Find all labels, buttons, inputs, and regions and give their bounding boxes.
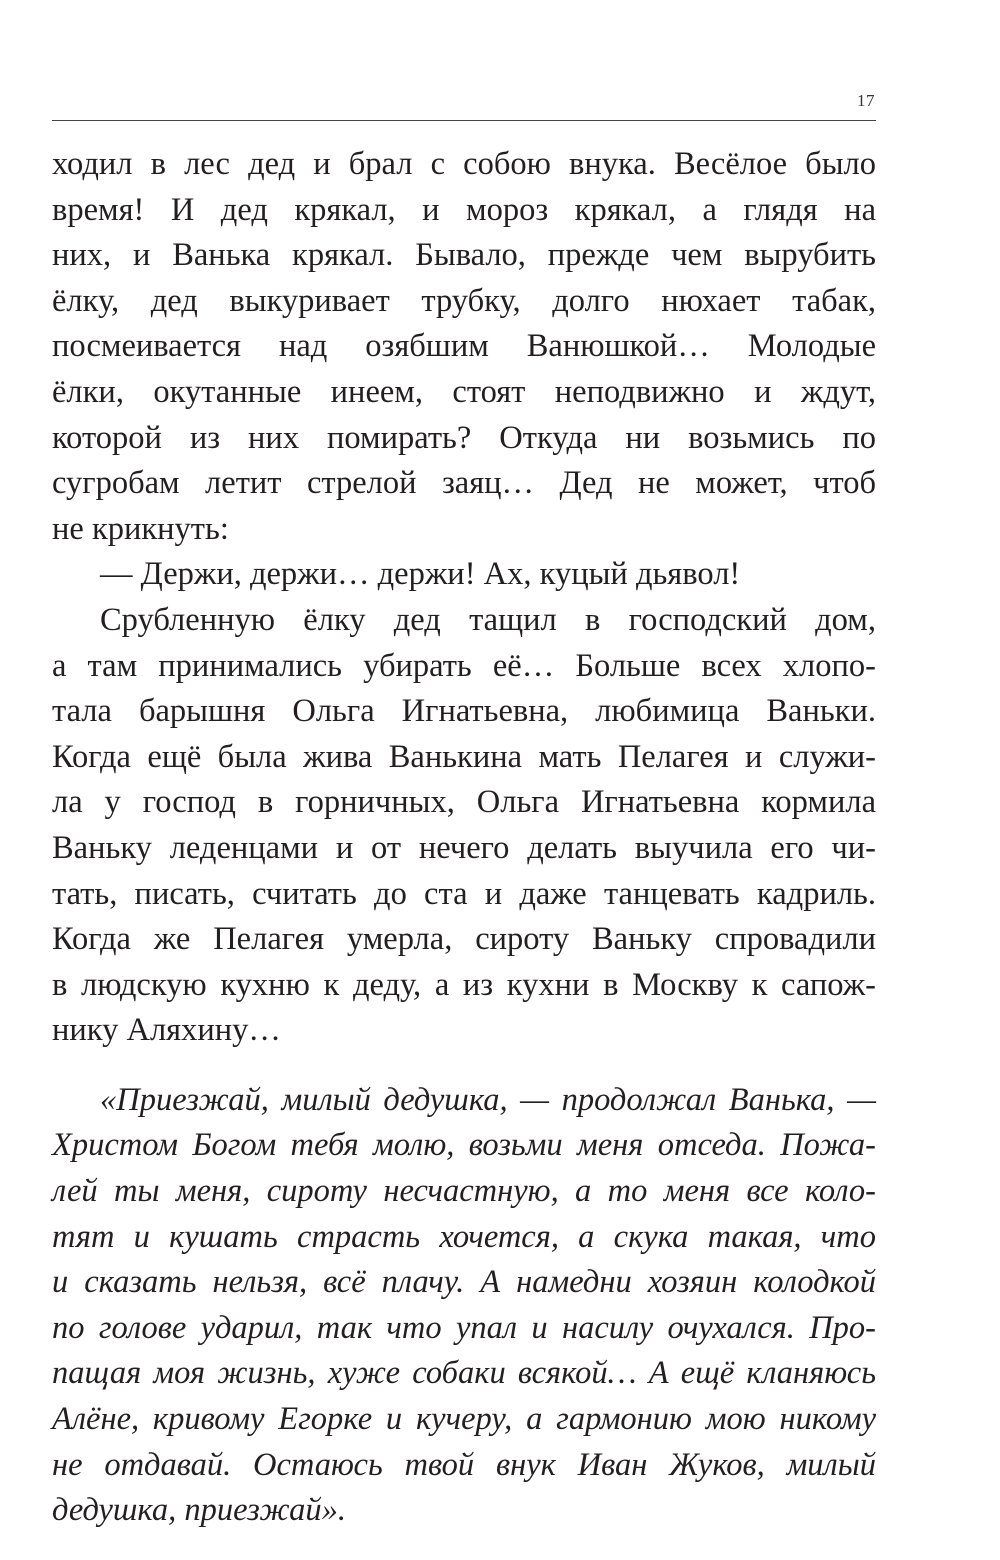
text-line: ла у господ в горничных, Ольга Игнатьевна кормила bbox=[52, 784, 876, 821]
letter-line: пащая моя жизнь, хуже собаки всякой… А ещё кланяюсь bbox=[52, 1355, 876, 1392]
text-line: — Держи, держи… держи! Ах, куцый дьявол! bbox=[100, 556, 741, 593]
header-rule bbox=[52, 120, 876, 121]
letter-line: тят и кушать страсть хочется, а скука такая, что bbox=[52, 1218, 876, 1255]
page-number: 17 bbox=[857, 91, 875, 110]
text-line: в людскую кухню к деду, а из кухни в Москву к сапож- bbox=[52, 966, 876, 1003]
letter-line: Алёне, кривому Егорке и кучеру, а гармонию мою никому bbox=[52, 1401, 876, 1438]
text-line: посмеивается над озябшим Ванюшкой… Молодые bbox=[52, 328, 876, 365]
letter-line: лей ты меня, сироту несчастную, а то меня все коло- bbox=[52, 1173, 876, 1210]
text-line: нику Аляхину… bbox=[52, 1012, 281, 1049]
paragraph-3 bbox=[52, 598, 876, 1054]
text-block bbox=[52, 142, 876, 1534]
text-line: ёлки, окутанные инеем, стоят неподвижно и ждут, bbox=[52, 373, 876, 410]
text-line: Срубленную ёлку дед тащил в господский дом, bbox=[100, 601, 876, 638]
text-line: них, и Ванька крякал. Бывало, прежде чем вырубить bbox=[52, 237, 876, 274]
letter-line: по голове ударил, так что упал и насилу очухался. Про- bbox=[52, 1309, 876, 1346]
section-gap bbox=[52, 1054, 876, 1078]
text-line: тать, писать, считать до ста и даже танцевать кадриль. bbox=[52, 875, 876, 912]
text-line: Когда же Пелагея умерла, сироту Ваньку спровадили bbox=[52, 921, 876, 958]
letter-paragraph bbox=[52, 1078, 876, 1534]
text-line: тала барышня Ольга Игнатьевна, любимица Ваньки. bbox=[52, 693, 876, 730]
text-line: время! И дед крякал, и мороз крякал, а глядя на bbox=[52, 191, 876, 228]
letter-line: Христом Богом тебя молю, возьми меня отседа. Пожа- bbox=[52, 1127, 876, 1164]
letter-line: и сказать нельзя, всё плачу. А намедни хозяин колодкой bbox=[52, 1264, 876, 1301]
text-line: ходил в лес дед и брал с собою внука. Весёлое было bbox=[52, 146, 876, 182]
text-line: Ваньку леденцами и от нечего делать выучила его чи- bbox=[52, 829, 876, 866]
paragraph-2-dialogue bbox=[52, 552, 876, 598]
text-line: Когда ещё была жива Ванькина мать Пелагея и служи- bbox=[52, 738, 876, 775]
paragraph-1 bbox=[52, 142, 876, 552]
text-line: а там принимались убирать её… Больше всех хлопо- bbox=[52, 647, 876, 684]
text-line: которой из них помирать? Откуда ни возьмись по bbox=[52, 419, 876, 456]
letter-line: не отдавай. Остаюсь твой внук Иван Жуков, милый bbox=[52, 1446, 876, 1483]
text-line: ёлку, дед выкуривает трубку, долго нюхает табак, bbox=[52, 282, 876, 319]
letter-line: «Приезжай, милый дедушка, — продолжал Ванька, — bbox=[100, 1081, 876, 1118]
text-line: не крикнуть: bbox=[52, 510, 229, 547]
text-line: сугробам летит стрелой заяц… Дед не может, чтоб bbox=[52, 465, 876, 502]
letter-line: дедушка, приезжай». bbox=[52, 1492, 346, 1529]
